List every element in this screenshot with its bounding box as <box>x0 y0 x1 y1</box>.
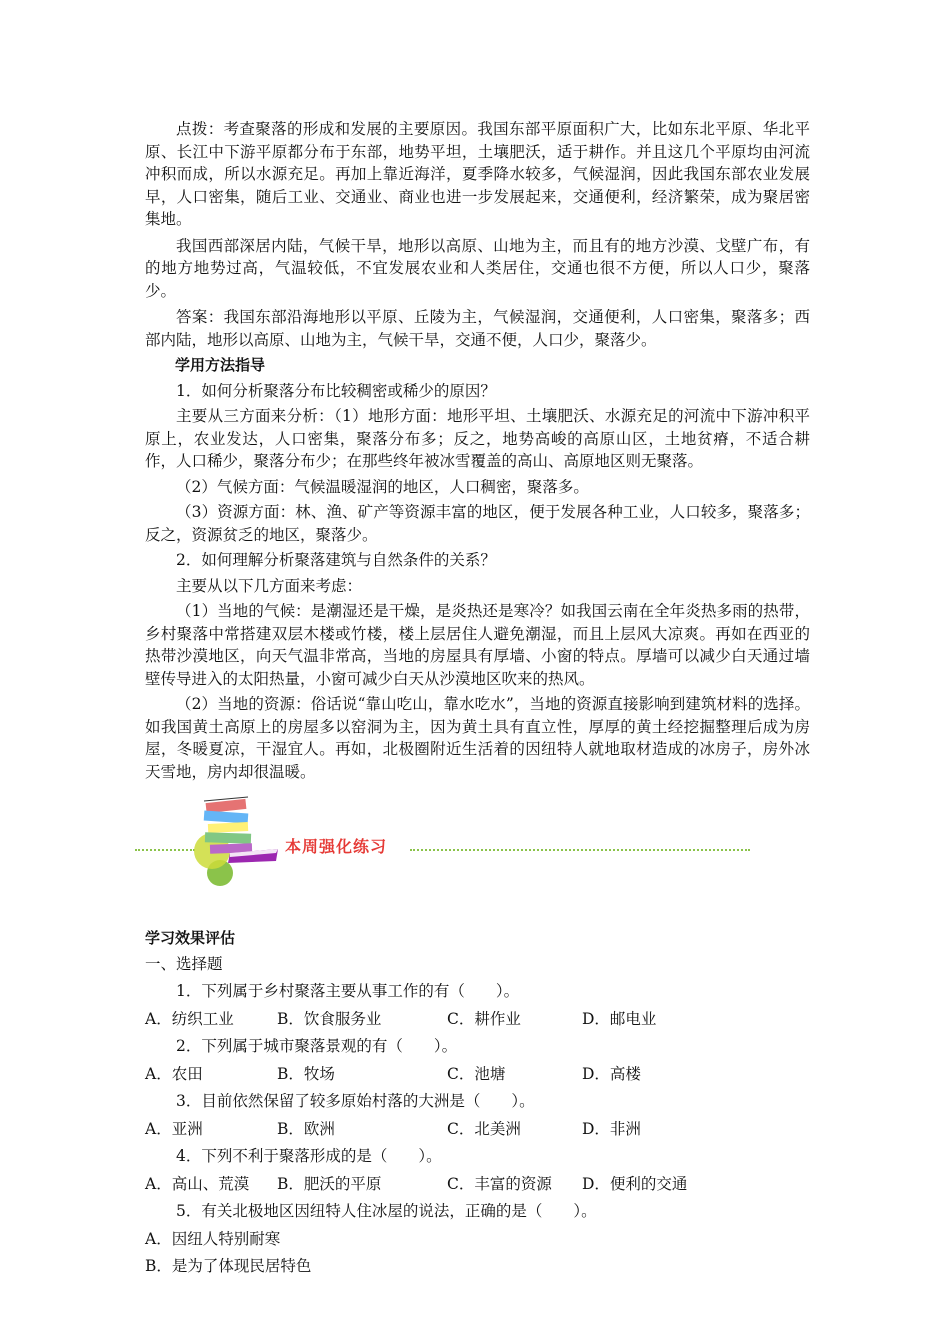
books-icon <box>190 791 285 896</box>
paragraph-local-climate: （1）当地的气候：是潮湿还是干燥，是炎热还是寒冷？如我国云南在全年炎热多雨的热带，乡村聚落中常搭建双层木楼或竹楼，楼上层居住人避免潮湿，而且上层风大凉爽。再如在西亚的热带沙漠地区，向天气温非常高，当地的房屋具有厚墙、小窗的特点。厚墙可以减少白天通过墙壁传导进入的太阳热量，小窗可减少白天从沙漠地区吹来的热风。 <box>145 602 810 688</box>
option-d: D．非洲 <box>582 1119 641 1138</box>
section-heading-evaluation: 学习效果评估 <box>145 929 236 947</box>
paragraph-answer: 答案：我国东部沿海地形以平原、丘陵为主，气候湿润，交通便利，人口密集，聚落多；西部内陆，地形以高原、山地为主，气候干旱，交通不便，人口少，聚落少。 <box>145 308 810 349</box>
paragraph-resources: （3）资源方面：林、渔、矿产等资源丰富的地区，便于发展各种工业，人口较多，聚落多；反之，资源贫乏的地区，聚落少。 <box>145 503 810 544</box>
question-2-options <box>145 1063 810 1086</box>
option-a: A．农田 <box>145 1064 203 1083</box>
option-d: D．邮电业 <box>582 1009 657 1028</box>
question-5-option-a: A．因纽人特别耐寒 <box>145 1229 281 1248</box>
option-c: C．池塘 <box>447 1064 506 1083</box>
section-banner <box>135 791 825 901</box>
question-list <box>145 980 810 1278</box>
question-4: 4．下列不利于聚落形成的是（ ）。 <box>176 1147 442 1165</box>
section-heading-method: 学用方法指导 <box>175 356 266 374</box>
option-b: B．牧场 <box>277 1064 335 1083</box>
option-d: D．便利的交通 <box>582 1174 688 1193</box>
option-c: C．丰富的资源 <box>447 1174 552 1193</box>
paragraph-west: 我国西部深居内陆，气候干旱，地形以高原、山地为主，而且有的地方沙漠、戈壁广布，有的地方地势过高，气温较低，不宜发展农业和人类居住，交通也很不方便，所以人口少，聚落少。 <box>145 236 810 300</box>
question-3-options <box>145 1118 810 1141</box>
option-a: A．纺织工业 <box>145 1009 234 1028</box>
option-a: A．高山、荒漠 <box>145 1174 250 1193</box>
option-c: C．北美洲 <box>447 1119 521 1138</box>
banner-title: 本周强化练习 <box>285 837 388 856</box>
option-d: D．高楼 <box>582 1064 641 1083</box>
question-1-heading: 1．如何分析聚落分布比较稠密或稀少的原因？ <box>176 381 496 400</box>
question-2: 2．下列属于城市聚落景观的有（ ）。 <box>176 1037 458 1055</box>
question-4-options <box>145 1173 810 1196</box>
question-5-option-b: B．是为了体现民居特色 <box>145 1257 312 1275</box>
option-a: A．亚洲 <box>145 1119 203 1138</box>
paragraph-consider: 主要从以下几方面来考虑： <box>176 576 363 595</box>
document-body <box>145 118 810 1283</box>
option-b: B．欧洲 <box>277 1119 335 1138</box>
paragraph-local-resources: （2）当地的资源：俗话说“靠山吃山，靠水吃水”，当地的资源直接影响到建筑材料的选择。如我国黄土高原上的房屋多以窑洞为主，因为黄土具有直立性，厚厚的黄土经挖掘整理后成为房屋，冬暖夏凉，干湿宜人。再如，北极圈附近生活着的因纽特人就地取材造成的冰房子，房外冰天雪地，房内却很温暖。 <box>145 695 810 781</box>
option-b: B．肥沃的平原 <box>277 1174 382 1193</box>
question-1-options <box>145 1008 810 1031</box>
paragraph-terrain: 主要从三方面来分析：（1）地形方面：地形平坦、土壤肥沃、水源充足的河流中下游冲积平原上，农业发达，人口密集，聚落分布多；反之，地势高峻的高原山区，土地贫瘠，不适合耕作，人口稀少，聚落分布少；在那些终年被冰雪覆盖的高山、高原地区则无聚落。 <box>145 407 810 470</box>
dotted-divider-left <box>135 849 195 851</box>
paragraph-hint: 点拨：考查聚落的形成和发展的主要原因。我国东部平原面积广大，比如东北平原、华北平原、长江中下游平原都分布于东部，地势平坦，土壤肥沃，适于耕作。并且这几个平原均由河流冲积而成，所以水源充足。再加上靠近海洋，夏季降水较多，气候湿润，因此我国东部农业发展早，人口密集，随后工业、交通业、商业也进一步发展起来，交通便利，经济繁荣，成为聚居密集地。 <box>145 120 810 228</box>
question-2-heading: 2．如何理解分析聚落建筑与自然条件的关系？ <box>176 551 496 569</box>
question-3: 3．目前依然保留了较多原始村落的大洲是（ ）。 <box>176 1092 535 1110</box>
paragraph-climate: （2）气候方面：气候温暖湿润的地区，人口稠密，聚落多。 <box>176 477 589 496</box>
option-b: B．饮食服务业 <box>277 1009 382 1028</box>
option-c: C．耕作业 <box>447 1009 521 1028</box>
question-1: 1．下列属于乡村聚落主要从事工作的有（ ）。 <box>176 982 520 1000</box>
dotted-divider-right <box>410 849 750 851</box>
question-5: 5．有关北极地区因纽特人住冰屋的说法，正确的是（ ）。 <box>176 1202 597 1220</box>
section-heading-choice: 一、选择题 <box>145 954 223 973</box>
